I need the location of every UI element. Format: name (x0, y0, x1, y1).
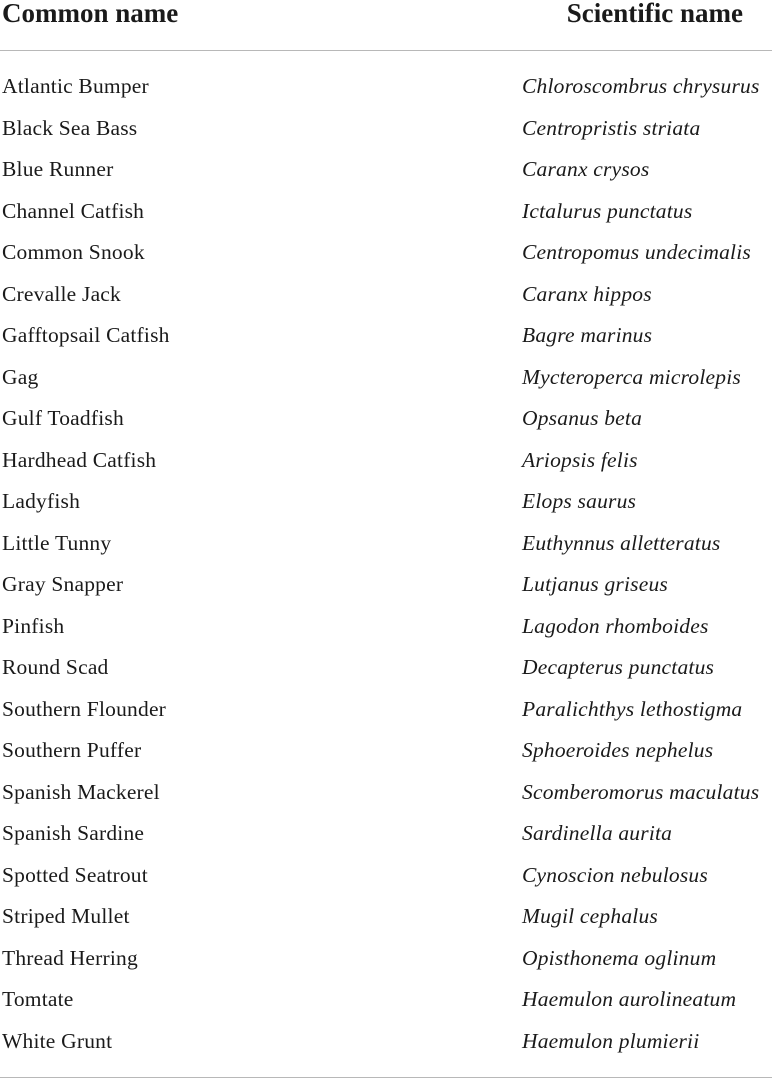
table-row (0, 149, 772, 191)
common-name-cell: Spotted Seatrout (2, 862, 148, 887)
common-name-cell: Thread Herring (2, 945, 138, 970)
scientific-name-cell: Paralichthys lethostigma (522, 696, 743, 721)
scientific-name-cell: Euthynnus alletteratus (522, 530, 721, 555)
common-name-cell: Southern Puffer (2, 738, 142, 762)
scientific-name-cell: Caranx crysos (522, 157, 650, 181)
scientific-name-cell: Lagodon rhomboides (522, 613, 709, 638)
scientific-name-cell: Opsanus beta (522, 406, 643, 430)
scientific-name-cell: Cynoscion nebulosus (522, 862, 708, 887)
scientific-name-cell: Centropomus undecimalis (522, 240, 751, 264)
table-row (0, 606, 772, 648)
table-row (0, 813, 772, 855)
table-bottom-rule (0, 1077, 772, 1078)
scientific-name-cell: Haemulon plumierii (522, 1028, 700, 1053)
table-row (0, 730, 772, 772)
scientific-name-cell: Opisthonema oglinum (522, 945, 717, 970)
common-name-cell: Tomtate (2, 987, 74, 1011)
table-row (0, 523, 772, 565)
scientific-name-cell: Mycteroperca microlepis (522, 364, 741, 389)
table-row (0, 481, 772, 523)
common-name-cell: Gafftopsail Catfish (2, 323, 170, 347)
scientific-name-cell: Centropristis striata (522, 115, 701, 140)
column-header-scientific-name: Scientific name (566, 0, 743, 28)
table-row (0, 232, 772, 274)
table-row (0, 357, 772, 399)
scientific-name-cell: Scomberomorus maculatus (522, 779, 760, 804)
common-name-cell: White Grunt (2, 1028, 113, 1053)
scientific-name-cell: Ictalurus punctatus (522, 198, 693, 223)
table-row (0, 191, 772, 233)
scientific-name-cell: Bagre marinus (522, 323, 653, 347)
common-name-cell: Little Tunny (2, 530, 112, 555)
common-name-cell: Common Snook (2, 240, 145, 264)
common-name-cell: Pinfish (2, 613, 65, 638)
common-name-cell: Southern Flounder (2, 696, 167, 721)
table-body (0, 66, 772, 1062)
scientific-name-cell: Lutjanus griseus (522, 572, 668, 596)
common-name-cell: Ladyfish (2, 489, 81, 513)
table-header (0, 0, 772, 51)
common-name-cell: Channel Catfish (2, 198, 145, 223)
table-row (0, 689, 772, 731)
column-header-common-name: Common name (2, 0, 179, 28)
common-name-cell: Blue Runner (2, 157, 114, 181)
table-row (0, 1021, 772, 1063)
scientific-name-cell: Caranx hippos (522, 281, 652, 306)
scientific-name-cell: Mugil cephalus (522, 904, 658, 928)
common-name-cell: Striped Mullet (2, 904, 130, 928)
table-row (0, 938, 772, 980)
table-row (0, 647, 772, 689)
table-row (0, 274, 772, 316)
table-row (0, 564, 772, 606)
table-row (0, 855, 772, 897)
table-row (0, 440, 772, 482)
common-name-cell: Gag (2, 364, 39, 389)
common-name-cell: Gray Snapper (2, 572, 124, 596)
common-name-cell: Crevalle Jack (2, 281, 122, 306)
table-row (0, 772, 772, 814)
table-row (0, 398, 772, 440)
table-row (0, 979, 772, 1021)
table-row (0, 896, 772, 938)
scientific-name-cell: Decapterus punctatus (522, 655, 715, 679)
scientific-name-cell: Chloroscombrus chrysurus (522, 74, 760, 98)
table-row (0, 108, 772, 150)
scientific-name-cell: Elops saurus (522, 489, 637, 513)
common-name-cell: Atlantic Bumper (2, 74, 149, 98)
common-name-cell: Hardhead Catfish (2, 447, 157, 472)
scientific-name-cell: Ariopsis felis (522, 447, 638, 472)
scientific-name-cell: Haemulon aurolineatum (522, 987, 737, 1011)
common-name-cell: Black Sea Bass (2, 115, 138, 140)
scientific-name-cell: Sphoeroides nephelus (522, 738, 714, 762)
table-row (0, 66, 772, 108)
common-name-cell: Round Scad (2, 655, 109, 679)
common-name-cell: Gulf Toadfish (2, 406, 124, 430)
table-row (0, 315, 772, 357)
common-name-cell: Spanish Sardine (2, 821, 145, 845)
scientific-name-cell: Sardinella aurita (522, 821, 673, 845)
common-name-cell: Spanish Mackerel (2, 779, 160, 804)
